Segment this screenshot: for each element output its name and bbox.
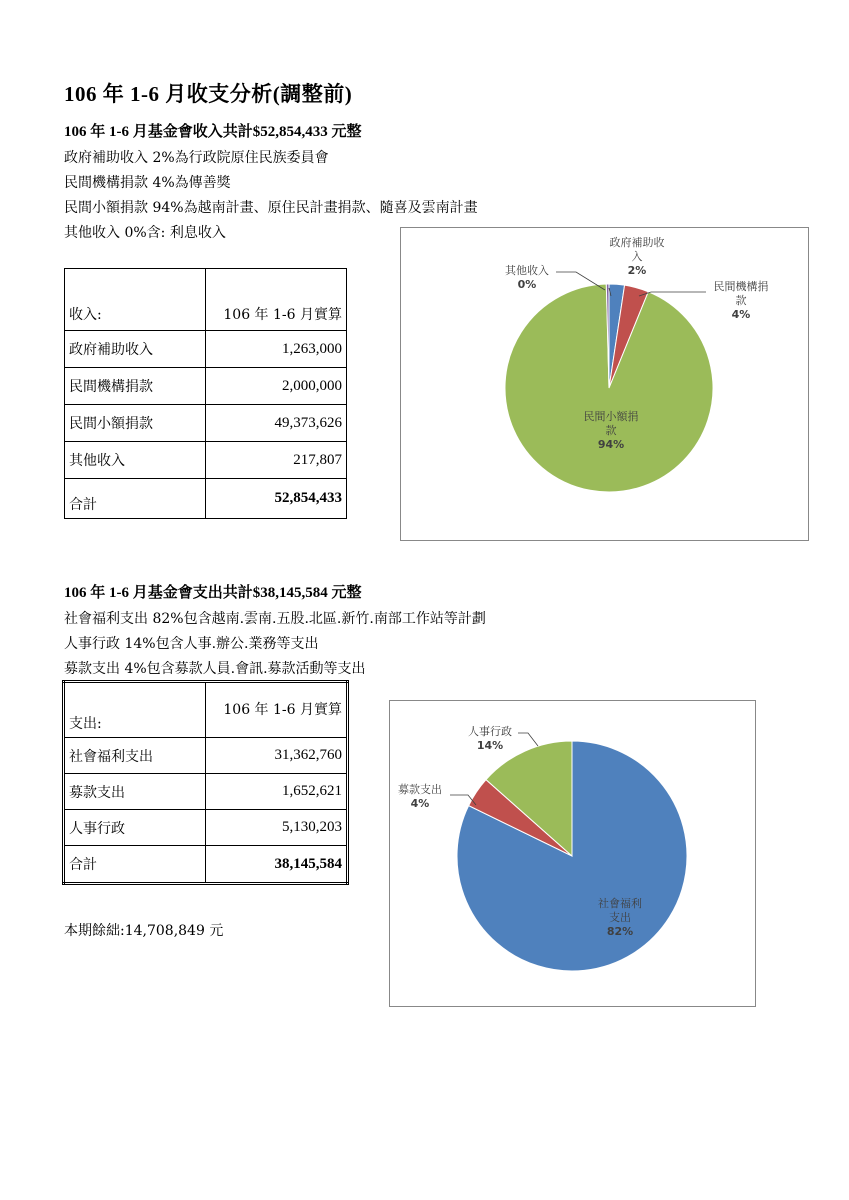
expense-heading: 106 年 1-6 月基金會支出共計$38,145,584 元整 bbox=[64, 585, 362, 601]
expense-row-label: 社會福利支出 bbox=[64, 738, 206, 774]
pie-slice-label: 社會福利支出 82% bbox=[598, 897, 642, 938]
expense-total-value: 38,145,584 bbox=[206, 846, 348, 884]
pie-slice-label: 募款支出 4% bbox=[398, 783, 442, 810]
income-table bbox=[64, 268, 347, 519]
pie-leader-line bbox=[518, 733, 538, 746]
table-row bbox=[65, 479, 347, 519]
pie-slice-label: 民間小額捐款 94% bbox=[583, 410, 639, 451]
expense-row-label: 募款支出 bbox=[64, 774, 206, 810]
expense-line: 募款支出 4%包含募款人員.會訊.募款活動等支出 bbox=[64, 661, 366, 677]
table-row bbox=[64, 738, 348, 774]
income-header-label: 收入: bbox=[65, 269, 206, 331]
pie-slice-label: 政府補助收入 2% bbox=[609, 236, 665, 277]
balance-text: 本期餘絀:14,708,849 元 bbox=[64, 923, 224, 939]
pie-slice-label: 民間機構捐款 4% bbox=[713, 280, 769, 321]
income-row-label: 民間機構捐款 bbox=[65, 368, 206, 405]
income-row-value: 2,000,000 bbox=[206, 368, 347, 405]
income-line: 民間小額捐款 94%為越南計畫、原住民計畫捐款、隨喜及雲南計畫 bbox=[64, 200, 478, 216]
page-title: 106 年 1-6 月收支分析(調整前) bbox=[64, 82, 353, 106]
table-row bbox=[64, 846, 348, 884]
table-row bbox=[65, 368, 347, 405]
expense-header-value: 106 年 1-6 月實算 bbox=[206, 682, 348, 738]
income-chart bbox=[400, 227, 809, 541]
income-line: 民間機構捐款 4%為傳善獎 bbox=[64, 175, 231, 191]
expense-chart bbox=[389, 700, 756, 1007]
table-row bbox=[64, 810, 348, 846]
table-row bbox=[65, 269, 347, 331]
expense-row-value: 1,652,621 bbox=[206, 774, 348, 810]
expense-line: 人事行政 14%包含人事.辦公.業務等支出 bbox=[64, 636, 319, 652]
table-row bbox=[64, 774, 348, 810]
income-heading: 106 年 1-6 月基金會收入共計$52,854,433 元整 bbox=[64, 124, 362, 140]
table-row bbox=[65, 405, 347, 442]
income-line: 政府補助收入 2%為行政院原住民族委員會 bbox=[64, 150, 329, 166]
income-row-value: 217,807 bbox=[206, 442, 347, 479]
expense-header-label: 支出: bbox=[64, 682, 206, 738]
pie-slice-label: 人事行政 14% bbox=[468, 725, 512, 752]
expense-row-value: 31,362,760 bbox=[206, 738, 348, 774]
pie-slice-label: 其他收入 0% bbox=[505, 264, 549, 291]
expense-table bbox=[62, 680, 349, 885]
income-total-label: 合計 bbox=[65, 479, 206, 519]
expense-row-label: 人事行政 bbox=[64, 810, 206, 846]
income-pie-chart bbox=[401, 228, 808, 540]
income-total-value: 52,854,433 bbox=[206, 479, 347, 519]
expense-row-value: 5,130,203 bbox=[206, 810, 348, 846]
income-row-value: 49,373,626 bbox=[206, 405, 347, 442]
income-line: 其他收入 0%含: 利息收入 bbox=[64, 225, 226, 241]
expense-pie-chart bbox=[390, 701, 755, 1006]
income-row-label: 其他收入 bbox=[65, 442, 206, 479]
table-row bbox=[65, 442, 347, 479]
expense-line: 社會福利支出 82%包含越南.雲南.五股.北區.新竹.南部工作站等計劃 bbox=[64, 611, 486, 627]
table-row bbox=[64, 682, 348, 738]
income-row-label: 政府補助收入 bbox=[65, 331, 206, 368]
income-header-value: 106 年 1-6 月實算 bbox=[206, 269, 347, 331]
table-row bbox=[65, 331, 347, 368]
income-row-value: 1,263,000 bbox=[206, 331, 347, 368]
expense-total-label: 合計 bbox=[64, 846, 206, 884]
income-row-label: 民間小額捐款 bbox=[65, 405, 206, 442]
